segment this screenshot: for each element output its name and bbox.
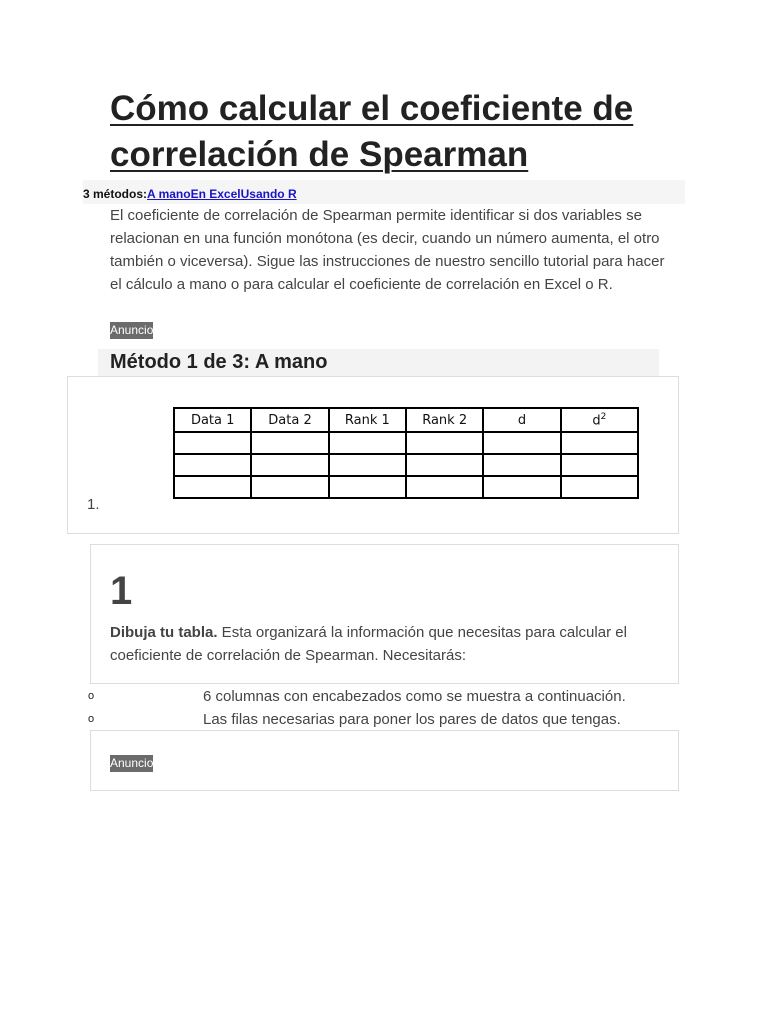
d-squared-exponent: 2 [600,411,607,422]
d-squared-base: d [592,413,601,429]
step-text [110,621,655,667]
table-cell [561,432,638,454]
table-cell [329,476,406,498]
ad-label[interactable]: Anuncio [110,756,154,770]
methods-nav [83,180,685,204]
table-header-rank2: Rank 2 [406,408,483,432]
bullet-circle-icon: o [88,690,95,702]
table-cell [483,432,560,454]
table-cell [251,476,328,498]
table-cell [483,454,560,476]
method-link-usando-r[interactable]: Usando R [240,187,297,201]
bullet-circle-icon: o [88,713,95,725]
table-header-data1: Data 1 [174,408,251,432]
table-cell [483,476,560,498]
step-card [90,544,679,684]
table-row [174,432,638,454]
method-heading: Método 1 de 3: A mano [98,349,659,376]
ad-box [90,730,679,791]
table-cell [329,454,406,476]
table-header-data2: Data 2 [251,408,328,432]
table-header-d-squared [561,408,638,432]
methods-label: 3 métodos: [83,187,148,201]
table-cell [406,454,483,476]
table-cell [561,454,638,476]
table-row [174,476,638,498]
example-table [173,407,639,499]
example-table-figure [67,376,679,534]
table-cell [406,432,483,454]
table-header-d: d [483,408,560,432]
table-cell [174,432,251,454]
table-cell [561,476,638,498]
bullet-text: 6 columnas con encabezados como se muestra a continuación. [203,688,626,705]
ad-label[interactable]: Anuncio [110,323,154,337]
list-item [0,708,768,731]
method-link-a-mano[interactable]: A mano [147,187,191,201]
page-title: Cómo calcular el coeficiente de correlación de Spearman [110,89,634,174]
table-row [174,454,638,476]
step-bold-text: Dibuja tu tabla. [110,624,218,641]
table-cell [174,454,251,476]
step-body-text: Esta organizará la información que necesitas para calcular el coeficiente de correlación de Spearman. Necesitarás: [110,624,627,664]
intro-paragraph: El coeficiente de correlación de Spearman permite identificar si dos variables se relacionan en una función monótona (es decir, cuando un número aumenta, el otro también o viceversa). Sigue las instrucciones de nuestro sencillo tutorial para hacer el cálculo a mano o para calcular el coeficiente de correlación en Excel o R. [110,207,665,293]
table-header-rank1: Rank 1 [329,408,406,432]
table-cell [174,476,251,498]
table-cell [251,432,328,454]
table-cell [406,476,483,498]
table-header-row [174,408,638,432]
method-link-en-excel[interactable]: En Excel [190,187,241,201]
step-number: 1 [110,569,133,613]
figure-number: 1. [87,496,100,513]
table-cell [329,432,406,454]
step-bullet-list [0,685,768,731]
bullet-text: Las filas necesarias para poner los pares de datos que tengas. [203,711,621,728]
table-cell [251,454,328,476]
list-item [0,685,768,708]
